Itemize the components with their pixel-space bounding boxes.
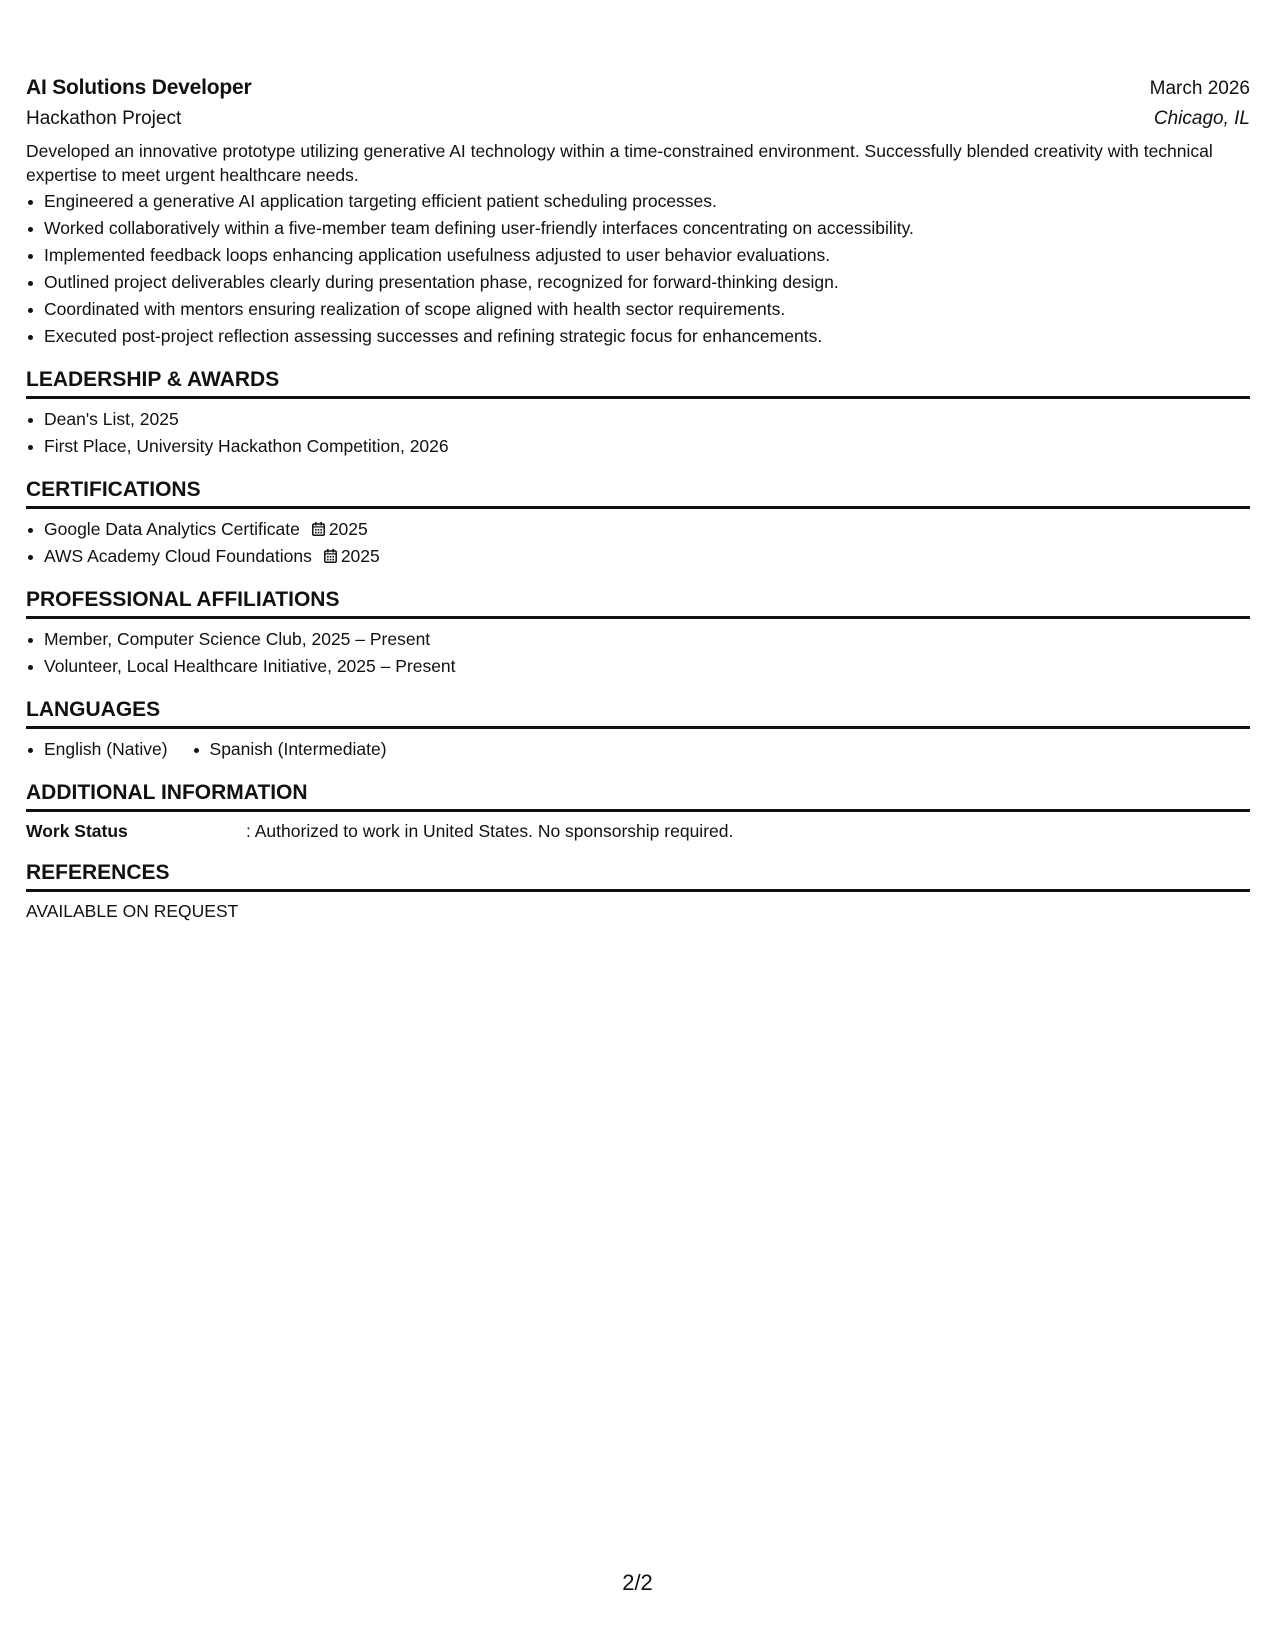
- list-item: Volunteer, Local Healthcare Initiative, 2025 – Present: [44, 653, 1250, 680]
- list-item: Implemented feedback loops enhancing application usefulness adjusted to user behavior evaluations.: [44, 242, 1250, 269]
- section-heading: ADDITIONAL INFORMATION: [26, 781, 1250, 812]
- job-summary: Developed an innovative prototype utilizing generative AI technology within a time-constrained environment. Successfully blended creativity with technical expertise to meet urgent healthcare needs.: [26, 141, 1213, 185]
- job-location: Chicago, IL: [1153, 108, 1250, 129]
- leadership-section: [26, 368, 1250, 460]
- work-status-value: : Authorized to work in United States. No sponsorship required.: [246, 821, 734, 841]
- page-number: 2/2: [622, 1570, 653, 1595]
- list-item: Worked collaboratively within a five-member team defining user-friendly interfaces concentrating on accessibility.: [44, 215, 1250, 242]
- certification-name: Google Data Analytics Certificate: [44, 519, 300, 539]
- list-item: Coordinated with mentors ensuring realization of scope aligned with health sector requirements.: [44, 296, 1250, 323]
- references-text: AVAILABLE ON REQUEST: [26, 901, 239, 921]
- resume-page: [26, 76, 1250, 923]
- work-status-label: Work Status: [26, 821, 128, 841]
- job-title: AI Solutions Developer: [26, 76, 252, 99]
- certification-item: [44, 516, 1250, 543]
- experience-entry: [26, 76, 1250, 350]
- calendar-icon: [324, 549, 337, 563]
- job-bullets: [26, 188, 1250, 350]
- list-item: Engineered a generative AI application targeting efficient patient scheduling processes.: [44, 188, 1250, 215]
- additional-info-section: [26, 781, 1250, 843]
- certification-year: 2025: [340, 546, 380, 566]
- job-date: March 2026: [1149, 78, 1250, 99]
- work-status-row: [26, 819, 1250, 843]
- list-item: Member, Computer Science Club, 2025 – Present: [44, 626, 1250, 653]
- certification-item: [44, 543, 1250, 570]
- certification-year: 2025: [328, 519, 368, 539]
- list-item: Executed post-project reflection assessing successes and refining strategic focus for enhancements.: [44, 323, 1250, 350]
- languages-section: [26, 698, 1250, 763]
- section-heading: REFERENCES: [26, 861, 1250, 892]
- calendar-icon: [312, 522, 325, 536]
- certification-name: AWS Academy Cloud Foundations: [44, 546, 312, 566]
- language-item: English (Native): [44, 736, 168, 763]
- affiliations-section: [26, 588, 1250, 680]
- organization: Hackathon Project: [26, 108, 182, 129]
- language-item: Spanish (Intermediate): [210, 736, 387, 763]
- section-heading: PROFESSIONAL AFFILIATIONS: [26, 588, 1250, 619]
- references-section: [26, 861, 1250, 923]
- list-item: Dean's List, 2025: [44, 406, 1250, 433]
- section-heading: LANGUAGES: [26, 698, 1250, 729]
- list-item: First Place, University Hackathon Competition, 2026: [44, 433, 1250, 460]
- list-item: Outlined project deliverables clearly during presentation phase, recognized for forward-thinking design.: [44, 269, 1250, 296]
- section-heading: CERTIFICATIONS: [26, 478, 1250, 509]
- certifications-section: [26, 478, 1250, 570]
- section-heading: LEADERSHIP & AWARDS: [26, 368, 1250, 399]
